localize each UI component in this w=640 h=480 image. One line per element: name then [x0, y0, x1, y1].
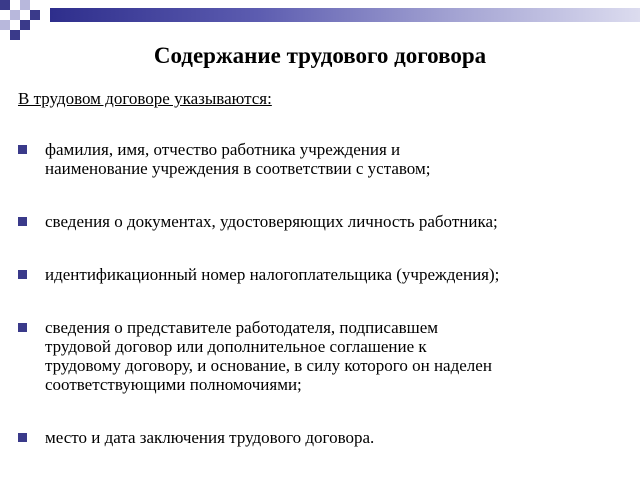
decorative-gradient-band: [50, 8, 640, 22]
intro-text: В трудовом договоре указываются:: [18, 89, 272, 108]
decorative-square: [20, 0, 30, 10]
decorative-squares: [0, 0, 50, 42]
decorative-square: [30, 10, 40, 20]
list-item-text: идентификационный номер налогоплательщика (учреждения);: [45, 265, 500, 284]
list-item-text: сведения о документах, удостоверяющих личность работника;: [45, 212, 498, 231]
decorative-square: [10, 10, 20, 20]
square-bullet-icon: [18, 433, 27, 442]
square-bullet-icon: [18, 270, 27, 279]
list-item-text: фамилия, имя, отчество работника учреждения и наименование учреждения в соответствии с уставом;: [45, 140, 431, 178]
list-item-text: место и дата заключения трудового договора.: [45, 428, 375, 447]
slide-title: Содержание трудового договора: [153, 43, 487, 68]
decorative-square: [20, 20, 30, 30]
decorative-square: [0, 20, 10, 30]
decorative-square: [10, 30, 20, 40]
decorative-square: [0, 0, 10, 10]
square-bullet-icon: [18, 217, 27, 226]
square-bullet-icon: [18, 145, 27, 154]
list-item-text: сведения о представителе работодателя, подписавшем трудовой договор или дополнительное соглашение к трудовому договору, и основание, в силу которого он наделен соответствующими полномочиями;: [45, 318, 492, 394]
square-bullet-icon: [18, 323, 27, 332]
